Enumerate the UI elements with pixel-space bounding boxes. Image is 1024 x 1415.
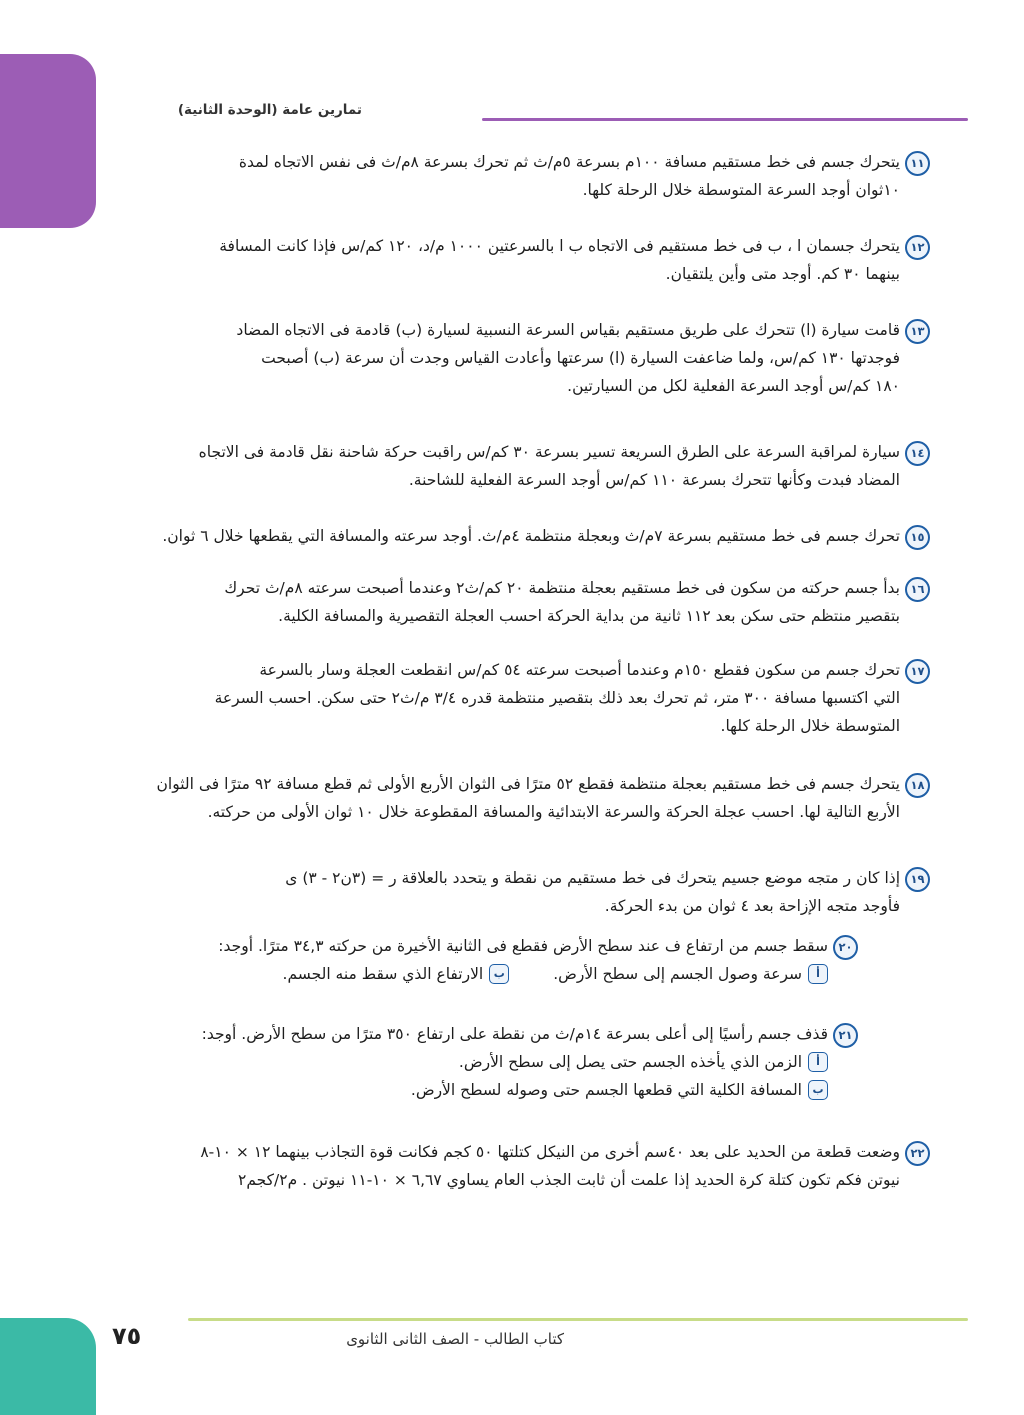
question-line: المضاد فبدت وكأنها تتحرك بسرعة ١١٠ كم/س أوجد السرعة الفعلية للشاحنة. (408, 471, 900, 489)
footer-rule (188, 1318, 968, 1321)
page-number: ٧٥ (112, 1322, 142, 1350)
question-line: بتقصير منتظم حتى سكن بعد ١١٢ ثانية من بداية الحركة احسب العجلة التقصيرية والمسافة الكلية. (278, 607, 900, 625)
sub-question-a (553, 960, 828, 988)
footer-book-title: كتاب الطالب - الصف الثانى الثانوى (346, 1330, 564, 1348)
question-line: الأربع التالية لها. احسب عجلة الحركة والسرعة الابتدائية والمسافة المقطوعة خلال ١٠ ثوان الأولى من حركته. (207, 803, 900, 821)
question-17 (122, 656, 925, 740)
question-number: ١٨ (905, 773, 930, 798)
sub-label: أ (808, 1052, 828, 1072)
unit-header-title: تمارين عامة (الوحدة الثانية) (177, 102, 362, 118)
question-line: بدأ جسم حركته من سكون فى خط مستقيم بعجلة منتظمة ٢٠ كم/ث٢ وعندما أصبحت سرعته ٨م/ث تحرك (224, 579, 900, 597)
question-number: ١٩ (905, 867, 930, 892)
question-line: قامت سيارة (ا) تتحرك على طريق مستقيم بقياس السرعة النسبية لسيارة (ب) قادمة فى الاتجاه المضاد (236, 321, 900, 339)
question-line: قذف جسم رأسيًا إلى أعلى بسرعة ١٤م/ث من نقطة على ارتفاع ٣٥٠ مترًا من سطح الأرض. أوجد: (201, 1025, 828, 1043)
sub-label: ب (489, 964, 509, 984)
question-14 (122, 438, 925, 494)
question-line: التي اكتسبها مسافة ٣٠٠ متر، ثم تحرك بعد ذلك بتقصير منتظمة قدره ٣/٤ م/ث٢ حتى سكن. احسب السرعة (214, 689, 900, 707)
question-number: ١١ (905, 151, 930, 176)
question-number: ١٦ (905, 577, 930, 602)
question-line: يتحرك جسم فى خط مستقيم بعجلة منتظمة فقطع ٥٢ مترًا فى الثوان الأربع الأولى ثم قطع مسافة ٩٢ مترًا فى الثوان (156, 775, 900, 793)
question-15 (122, 522, 925, 550)
purple-side-tab (0, 54, 96, 228)
question-line: وضعت قطعة من الحديد على بعد ٤٠سم أخرى من النيكل كتلتها ٥٠ كجم فكانت قوة التجاذب بينهما ١٢ × ١٠-٨ (200, 1143, 900, 1161)
question-13 (122, 316, 925, 400)
question-21 (122, 1020, 853, 1104)
question-12 (122, 232, 925, 288)
question-line: يتحرك جسمان ا ، ب فى خط مستقيم فى الاتجاه ب ا بالسرعتين ١٠٠٠ م/د، ١٢٠ كم/س فإذا كانت المسافة (219, 237, 900, 255)
question-number: ١٥ (905, 525, 930, 550)
sub-question-b (122, 1076, 828, 1104)
question-line: نيوتن فكم تكون كتلة كرة الحديد إذا علمت أن ثابت الجذب العام يساوي ٦,٦٧ × ١٠-١١ نيوتن . م٢/كجم٢ (238, 1171, 900, 1189)
sub-label: أ (808, 964, 828, 984)
question-11 (122, 148, 925, 204)
sub-label: ب (808, 1080, 828, 1100)
sub-question-text: سرعة وصول الجسم إلى سطح الأرض. (553, 965, 802, 983)
question-line: بينهما ٣٠ كم. أوجد متى وأين يلتقيان. (665, 265, 900, 283)
question-number: ١٣ (905, 319, 930, 344)
question-number: ١٢ (905, 235, 930, 260)
sub-question-text: الزمن الذي يأخذه الجسم حتى يصل إلى سطح الأرض. (458, 1053, 802, 1071)
question-line: سقط جسم من ارتفاع ف عند سطح الأرض فقطع فى الثانية الأخيرة من حركته ٣٤,٣ مترًا. أوجد: (218, 937, 828, 955)
question-number: ٢١ (833, 1023, 858, 1048)
sub-answers-row (122, 960, 828, 988)
question-line: تحرك جسم فى خط مستقيم بسرعة ٧م/ث وبعجلة منتظمة ٤م/ث. أوجد سرعته والمسافة التي يقطعها خلال ٦ ثوان. (162, 527, 900, 545)
question-line: فأوجد متجه الإزاحة بعد ٤ ثوان من بدء الحركة. (604, 897, 900, 915)
question-number: ١٤ (905, 441, 930, 466)
question-number: ٢٢ (905, 1141, 930, 1166)
question-line: المتوسطة خلال الرحلة كلها. (720, 717, 900, 735)
question-line: ١٨٠ كم/س أوجد السرعة الفعلية لكل من السيارتين. (567, 377, 900, 395)
question-line: ١٠ثوان أوجد السرعة المتوسطة خلال الرحلة كلها. (582, 181, 900, 199)
sub-question-text: المسافة الكلية التي قطعها الجسم حتى وصوله لسطح الأرض. (410, 1081, 802, 1099)
question-line: فوجدتها ١٣٠ كم/س، ولما ضاعفت السيارة (ا) سرعتها وأعادت القياس وجدت أن سرعة (ب) أصبحت (261, 349, 900, 367)
question-line: تحرك جسم من سكون فقطع ١٥٠م وعندما أصبحت سرعته ٥٤ كم/س انقطعت العجلة وسار بالسرعة (259, 661, 900, 679)
question-22 (122, 1138, 925, 1194)
question-line: يتحرك جسم فى خط مستقيم مسافة ١٠٠م بسرعة ٥م/ث ثم تحرك بسرعة ٨م/ث فى نفس الاتجاه لمدة (238, 153, 900, 171)
question-number: ٢٠ (833, 935, 858, 960)
question-16 (122, 574, 925, 630)
teal-side-tab (0, 1318, 96, 1415)
sub-question-b (283, 960, 510, 988)
question-line: سيارة لمراقبة السرعة على الطرق السريعة تسير بسرعة ٣٠ كم/س راقبت حركة شاحنة نقل قادمة فى الاتجاه (198, 443, 900, 461)
sub-question-text: الارتفاع الذي سقط منه الجسم. (282, 965, 484, 983)
question-18 (122, 770, 925, 826)
question-19 (122, 864, 925, 920)
header-rule (482, 118, 968, 121)
question-20 (122, 932, 853, 988)
question-line: إذا كان ر متجه موضع جسيم يتحرك فى خط مستقيم من نقطة و يتحدد بالعلاقة ر = (٣ن٢ - ٣) ى (285, 869, 900, 887)
sub-question-a (122, 1048, 828, 1076)
question-number: ١٧ (905, 659, 930, 684)
